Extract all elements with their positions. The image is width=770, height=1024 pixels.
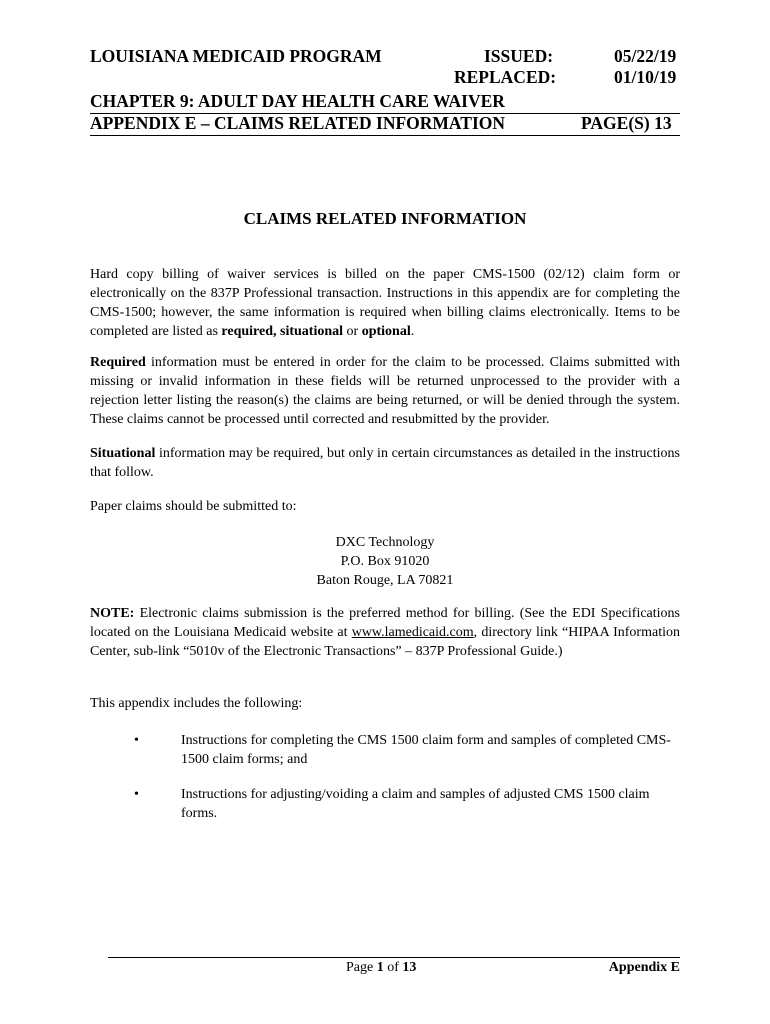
- intro-end: .: [410, 324, 415, 339]
- issued-date: 05/22/19: [614, 46, 677, 66]
- required-lead: Required: [90, 355, 146, 370]
- situational-text: information may be required, but only in certain circumstances as detailed in the instructions that follow.: [90, 446, 680, 480]
- address-line-3: Baton Rouge, LA 70821: [316, 573, 454, 588]
- page-count: PAGE(S) 13: [581, 113, 672, 133]
- list-item-text: Instructions for completing the CMS 1500 claim form and samples of completed CMS-1500 claim forms; and: [181, 733, 671, 767]
- address-line-2: P.O. Box 91020: [340, 554, 430, 569]
- lamedicaid-link[interactable]: www.lamedicaid.com: [351, 625, 474, 640]
- note-text-1: Electronic claims submission is the preferred method for billing. (See the EDI Specifications located on the Louisiana Medicaid website at: [90, 606, 680, 640]
- list-item-text: Instructions for adjusting/voiding a claim and samples of adjusted CMS 1500 claim forms.: [181, 787, 650, 821]
- address-line-1: DXC Technology: [335, 535, 435, 550]
- required-paragraph: [90, 353, 680, 429]
- appendix-includes-text: This appendix includes the following:: [90, 696, 303, 711]
- note-lead: NOTE:: [90, 606, 135, 621]
- intro-or: or: [343, 324, 362, 339]
- intro-text: Hard copy billing of waiver services is billed on the paper CMS-1500 (02/12) claim form or electronically on the 837P Professional transaction. Instructions in this appendix are for completing the CMS-1500; however, the same information is required when billing claims electronically. Items to be completed are listed as: [90, 267, 680, 339]
- list-item: [90, 731, 680, 771]
- intro-bold-optional: optional: [361, 324, 411, 339]
- footer-appendix-label: Appendix E: [608, 960, 680, 975]
- header-divider-bottom: [90, 135, 680, 136]
- page-header: [90, 46, 680, 146]
- note-paragraph: [90, 604, 680, 661]
- list-item: [90, 785, 680, 825]
- program-name: LOUISIANA MEDICAID PROGRAM: [90, 46, 382, 66]
- mailing-address: [0, 533, 770, 590]
- page-number: Page 1 of 13: [346, 960, 417, 975]
- replaced-date: 01/10/19: [614, 67, 677, 87]
- bullet-icon: •: [134, 787, 139, 802]
- paper-claims-text: Paper claims should be submitted to:: [90, 499, 297, 514]
- appendix-title: APPENDIX E – CLAIMS RELATED INFORMATION: [90, 113, 506, 133]
- intro-paragraph: [90, 265, 680, 341]
- header-divider-top: [90, 113, 680, 114]
- footer-divider: [108, 957, 680, 958]
- chapter-title: CHAPTER 9: ADULT DAY HEALTH CARE WAIVER: [90, 91, 505, 111]
- situational-lead: Situational: [90, 446, 156, 461]
- required-text: information must be entered in order for the claim to be processed. Claims submitted with missing or invalid information in these fields will be returned unprocessed to the provider with a rejection letter listing the reason(s) the claims are being returned, or will be denied through the system. These claims cannot be processed until corrected and resubmitted by the provider.: [90, 355, 680, 427]
- note-text-2: , directory link “HIPAA Information Center, sub-link “5010v of the Electronic Transactions” – 837P Professional Guide.): [90, 625, 680, 659]
- replaced-label: REPLACED:: [454, 67, 557, 87]
- bullet-icon: •: [134, 733, 139, 748]
- issued-label: ISSUED:: [484, 46, 554, 66]
- situational-paragraph: [90, 444, 680, 482]
- intro-bold: required, situational: [221, 324, 344, 339]
- page-title: CLAIMS RELATED INFORMATION: [243, 209, 527, 228]
